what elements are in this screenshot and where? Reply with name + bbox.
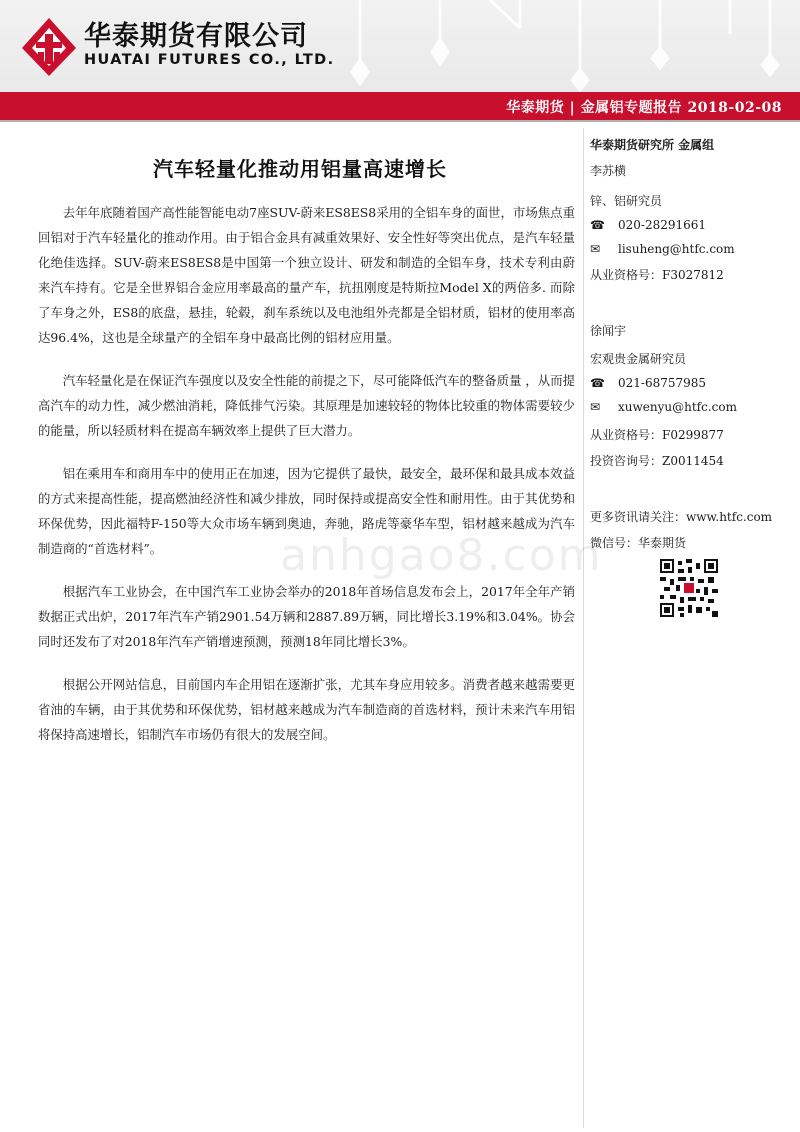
paragraph: 去年年底随着国产高性能智能电动7座SUV-蔚来ES8ES8采用的全铝车身的面世，市场焦点重回铝对于汽车轻量化的推动作用。由于铝合金具有减重效果好、安全性好等突出优点，是汽车轻量化绝佳选择。SUV-蔚来ES8ES8是中国第一个独立设计、研发和制造的全铝车身，技术专利由蔚来汽车持有。它是全世界铝合金应用率最高的量产车，抗扭刚度是特斯拉Model X的两倍多. 而除了车身之外，ES8的底盘，悬挂，轮毂，刹车系统以及电池组外壳都是全铝材质，铝材的使用率高达96.4%，这也是全球量产的全铝车身中最高比例的铝材应用量。 (38, 205, 575, 345)
report-line: 华泰期货 | 金属铝专题报告 2018-02-08 (506, 100, 782, 116)
header-divider (0, 120, 800, 122)
email-icon: ✉ (590, 242, 601, 256)
analyst2-consult: 投资咨询号：Z0011454 (590, 454, 724, 468)
analyst1-phone (590, 218, 706, 232)
analyst1-name: 李苏横 (590, 164, 627, 178)
paragraph: 根据汽车工业协会，在中国汽车工业协会举办的2018年首场信息发布会上，2017年全年产销数据正式出炉，2017年汽车产销2901.54万辆和2887.89万辆，同比增长3.19%和3.04%。协会同时还发布了对2018年汽车产销增速预测，预测18年同比增长3%。 (38, 584, 575, 649)
paragraph: 汽车轻量化是在保证汽车强度以及安全性能的前提之下，尽可能降低汽车的整备质量 ，从而提高汽车的动力性，减少燃油消耗，降低排气污染。其原理是加速较轻的物体比较重的物体需要较少的能量，所以轻质材料在提高车辆效率上提供了巨大潜力。 (38, 373, 575, 438)
email-icon: ✉ (590, 400, 601, 414)
analyst1-role: 锌、铝研究员 (590, 194, 663, 208)
more-info[interactable]: 更多资讯请关注：www.htfc.com (590, 510, 773, 524)
analyst1-email (590, 242, 735, 256)
qr-code-icon[interactable] (660, 559, 718, 617)
analyst1-phone-value: 020-28291661 (618, 218, 707, 232)
paragraph: 铝在乘用车和商用车中的使用正在加速，因为它提供了最快，最安全，最环保和最具成本效益的方式来提高性能，提高燃油经济性和减少排放，同时保持或提高安全性和耐用性。由于其优势和环保优势，因此福特F-150等大众市场车辆到奥迪，奔驰，路虎等豪华车型，铝材越来越成为汽车制造商的“首选材料”。 (38, 466, 575, 556)
paragraph: 根据公开网站信息，目前国内车企用铝在逐渐扩张，尤其车身应用较多。消费者越来越需要更省油的车辆，由于其优势和环保优势，铝材越来越成为汽车制造商的首选材料，预计未来汽车用铝将保持高速增长，铝制汽车市场仍有很大的发展空间。 (38, 677, 575, 742)
header-decoration (330, 0, 800, 92)
huatai-logo-icon (20, 16, 78, 78)
analyst2-cert: 从业资格号：F0299877 (590, 428, 724, 442)
article-title: 汽车轻量化推动用铝量高速增长 (153, 157, 447, 181)
company-name-en: HUATAI FUTURES CO., LTD. (84, 52, 335, 68)
analyst1-email-value[interactable]: lisuheng@htfc.com (618, 242, 735, 256)
company-name-cn: 华泰期货有限公司 (84, 21, 308, 52)
analyst2-role: 宏观贵金属研究员 (590, 352, 687, 366)
analyst1-cert: 从业资格号：F3027812 (590, 268, 724, 282)
page-header (0, 0, 800, 92)
analyst2-phone-value: 021-68757985 (618, 376, 707, 390)
analyst2-name: 徐闻宇 (590, 324, 627, 338)
column-divider (583, 128, 584, 1128)
institute-label: 华泰期货研究所 金属组 (590, 138, 715, 152)
phone-icon: ☎ (590, 218, 605, 232)
analyst2-phone (590, 376, 706, 390)
analyst2-email (590, 400, 737, 414)
phone-icon: ☎ (590, 376, 605, 390)
analyst2-email-value[interactable]: xuwenyu@htfc.com (618, 400, 737, 414)
wechat-id: 微信号：华泰期货 (590, 536, 687, 550)
watermark: anhgao8.com (280, 530, 603, 581)
article-body (38, 200, 575, 765)
